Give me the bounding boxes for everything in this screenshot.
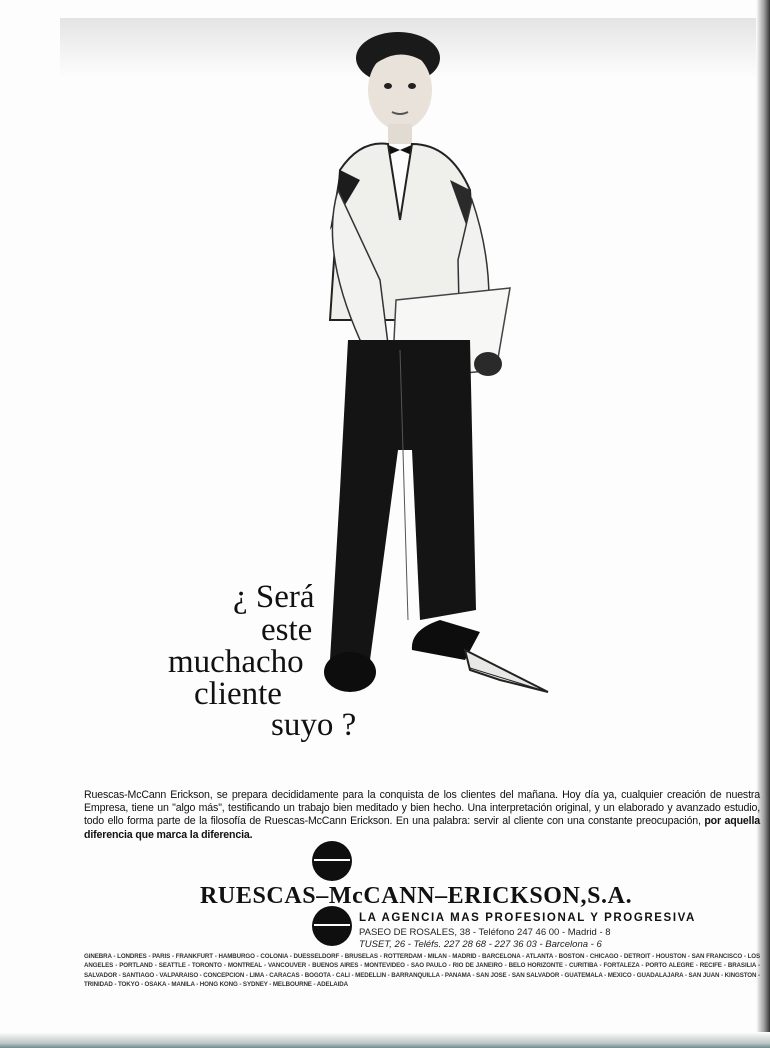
headline-line-4: cliente [194,676,282,712]
address-madrid: PASEO DE ROSALES, 38 - Teléfono 247 46 00 - Madrid - 8 [359,927,611,938]
headline-line-3: muchacho [168,644,304,680]
address-barcelona: TUSET, 26 - Teléfs. 227 28 68 - 227 36 03 - Barcelona - 6 [359,939,602,950]
scan-edge-bottom [0,1032,770,1048]
headline-line-5: suyo ? [271,707,357,743]
logo-globe-icon-lower [312,906,352,946]
logo-globe-icon [312,841,352,881]
headline-line-1: ¿ Será [233,579,315,615]
headline-line-2: este [261,612,313,648]
boy-photograph [300,20,560,720]
body-copy-bold: por aquella diferencia que marca la diferencia. [84,815,760,841]
body-copy-regular: Ruescas-McCann Erickson, se prepara decididamente para la conquista de los clientes del mañana. Hoy día ya, cualquier creación de nuestra Empresa, tiene un "algo más", testificando un trabajo bien meditado y bien hecho. Una interpretación original, y un elaborado y avanzado estudio, todo ello forma parte de la filosofía de Ruescas-McCann Erickson. En una palabra: servir al cliente con una constante preocupación, [84,789,760,828]
office-cities-list: GINEBRA - LONDRES - PARIS - FRANKFURT - HAMBURGO - COLONIA - DUESSELDORF - BRUSELAS - ROTTERDAM - MILAN - MADRID - BARCELONA - ATLANTA - BOSTON - CHICAGO - DETROIT - HOUSTON - SAN FRANCISCO - LOS ANGELES - PORTLAND - SEATTLE - TORONTO - MONTREAL - VANCOUVER - BUENOS AIRES - MONTEVIDEO - SAO PAULO - RIO DE JANEIRO - BELO HORIZONTE - CURITIBA - FORTALEZA - PORTO ALEGRE - RECIFE - BRASILIA - SALVADOR - SANTIAGO - VALPARAISO - CONCEPCION - LIMA - CARACAS - BOGOTA - CALI - MEDELLIN - BARRANQUILLA - PANAMA - SAN JOSE - SAN SALVADOR - GUATEMALA - MEXICO - GUADALAJARA - SAN JUAN - KINGSTON - TRINIDAD - TOKYO - OSAKA - MANILA - HONG KONG - SYDNEY - MELBOURNE - ADELAIDA [84,953,760,989]
body-copy [84,789,760,842]
company-name: RUESCAS–McCANN–ERICKSON,S.A. [200,883,633,909]
scan-edge-right [756,0,770,1048]
company-tagline: LA AGENCIA MAS PROFESIONAL Y PROGRESIVA [359,912,696,924]
